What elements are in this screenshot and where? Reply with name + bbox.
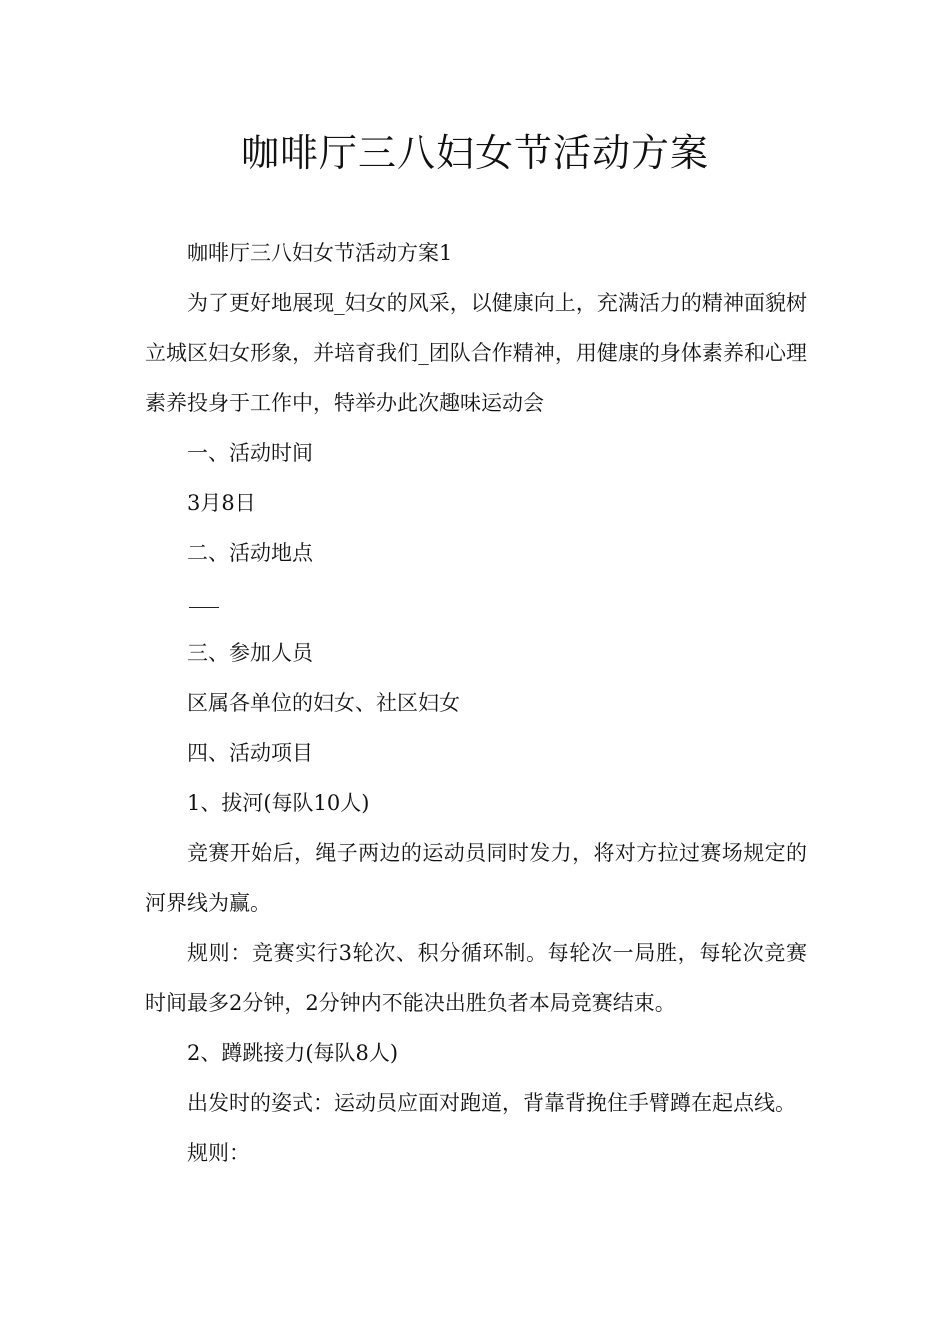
section-time-value: 3月8日 bbox=[187, 491, 256, 515]
event-1-description: 竞赛开始后，绳子两边的运动员同时发力，将对方拉过赛场规定的河界线为赢。 bbox=[145, 841, 807, 915]
location-blank-line bbox=[145, 578, 807, 628]
section-participants-value: 区属各单位的妇女、社区妇女 bbox=[187, 691, 460, 715]
section-location-heading: 二、活动地点 bbox=[187, 541, 313, 565]
paragraph-heading-1: 咖啡厅三八妇女节活动方案1 bbox=[187, 241, 453, 265]
section-time-heading: 一、活动时间 bbox=[187, 441, 313, 465]
event-1-title: 1、拔河(每队10人) bbox=[187, 791, 370, 815]
event-1-rules: 规则：竞赛实行3轮次、积分循环制。每轮次一局胜，每轮次竞赛时间最多2分钟，2分钟内不能决出胜负者本局竞赛结束。 bbox=[145, 941, 807, 1015]
event-2-start-posture: 出发时的姿式：运动员应面对跑道，背靠背挽住手臂蹲在起点线。 bbox=[187, 1091, 796, 1115]
event-2-title: 2、蹲跳接力(每队8人) bbox=[187, 1041, 399, 1065]
document-body bbox=[145, 228, 807, 1178]
blank-underline bbox=[189, 607, 219, 608]
section-participants-heading: 三、参加人员 bbox=[187, 641, 313, 665]
paragraph-intro: 为了更好地展现_妇女的风采，以健康向上，充满活力的精神面貌树立城区妇女形象，并培育我们_团队合作精神，用健康的身体素养和心理素养投身于工作中，特举办此次趣味运动会 bbox=[145, 291, 807, 415]
event-2-rules-label: 规则： bbox=[187, 1141, 250, 1165]
document-title: 咖啡厅三八妇女节活动方案 bbox=[240, 131, 709, 175]
section-events-heading: 四、活动项目 bbox=[187, 741, 313, 765]
